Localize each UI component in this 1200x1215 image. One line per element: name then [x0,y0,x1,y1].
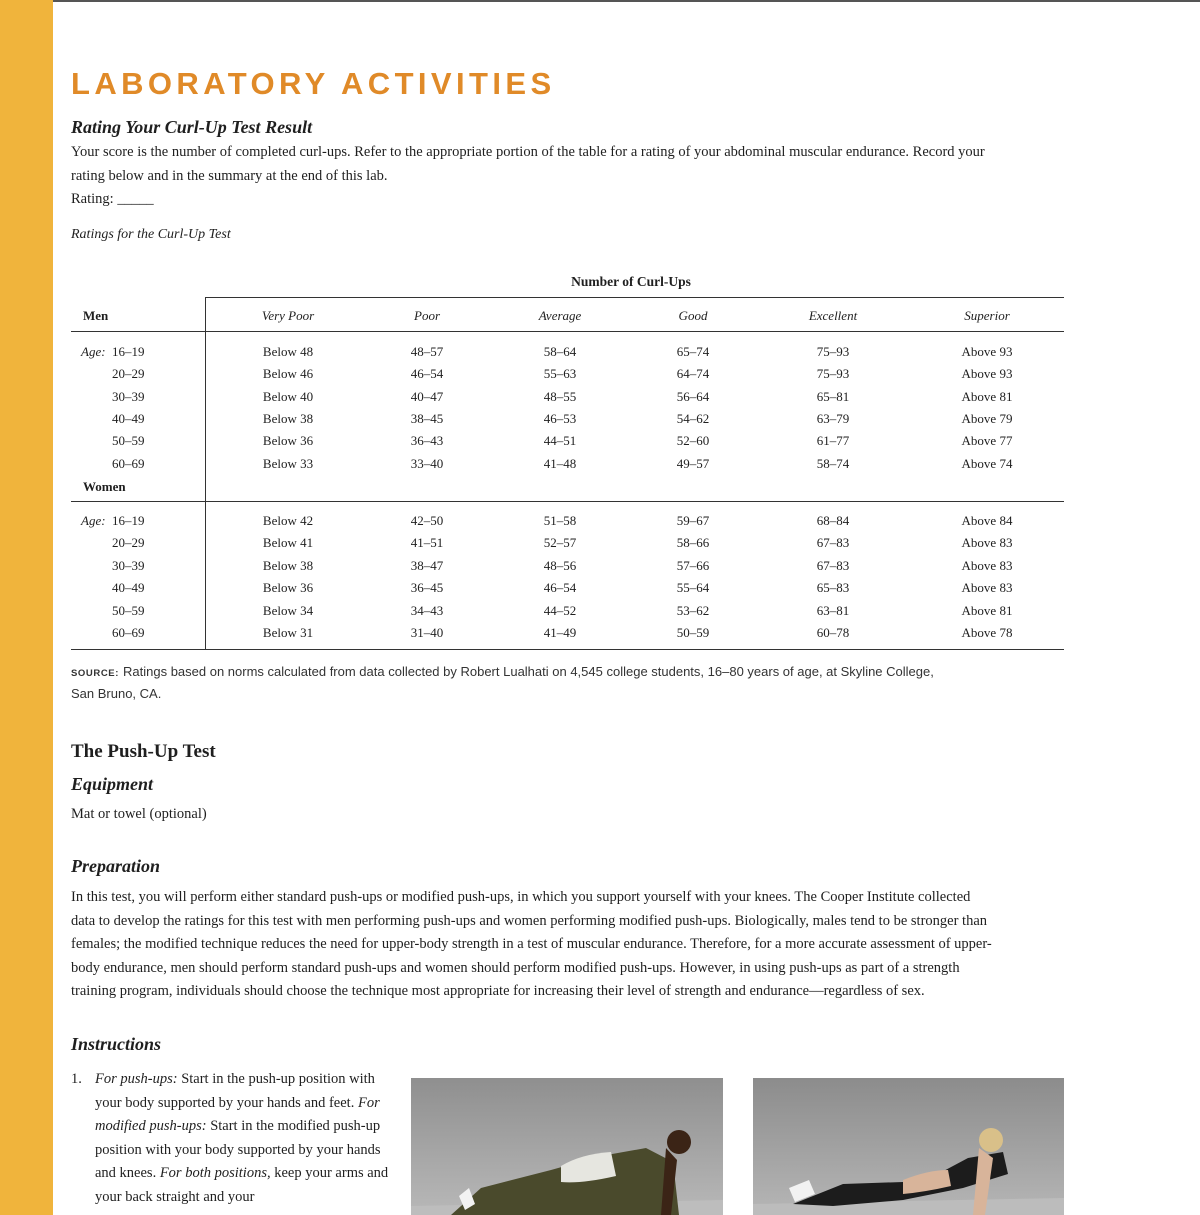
rating-cell: Above 93 [961,366,1013,381]
rating-cell: 56–64 [676,389,710,404]
instruction-step-1 [71,1068,391,1210]
rating-cell: 60–78 [816,625,850,640]
rating-cell: Above 78 [961,625,1013,640]
age-range-cell: 20–29 [112,535,145,550]
header-top-rule [205,297,1064,298]
push-up-photo [411,1078,723,1215]
table-column-divider [205,297,206,649]
rating-cell: 40–47 [410,389,444,404]
rating-cell: 46–54 [410,366,444,381]
rating-cell: 67–83 [816,558,850,573]
source-text-line-1: Ratings based on norms calculated from data collected by Robert Lualhati on 4,545 college students, 16–80 years of age, at Skyline College, [123,664,934,679]
source-label: SOURCE: [71,668,120,679]
rating-cell: Below 36 [262,580,314,595]
rating-cell: Below 31 [262,625,314,640]
rating-cell: 38–45 [410,411,444,426]
rating-cell: 64–74 [676,366,710,381]
rating-cell: 36–43 [410,433,444,448]
curl-up-ratings-table [71,270,1071,660]
rating-cell: 55–63 [543,366,577,381]
page-title: LABORATORY ACTIVITIES [71,66,556,101]
rating-cell: Below 41 [262,535,314,550]
men-section-label: Men [83,308,109,323]
rating-cell: 59–67 [676,513,710,528]
age-range-cell: 50–59 [112,433,145,448]
rating-cell: Below 42 [262,513,314,528]
preparation-paragraph [71,886,1071,1004]
age-prefix: Age: [81,344,106,359]
rating-cell: 63–79 [816,411,850,426]
rating-cell: 52–57 [543,535,577,550]
rating-cell: 58–66 [676,535,710,550]
step-text [71,1068,391,1210]
rating-cell: 48–55 [543,389,577,404]
column-header: Good [678,308,708,323]
equipment-text: Mat or towel (optional) [71,806,207,822]
rating-cell: 38–47 [410,558,444,573]
rating-cell: Below 33 [262,456,314,471]
rating-cell: 61–77 [816,433,850,448]
curl-up-intro-line-1: Your score is the number of completed curl-ups. Refer to the appropriate portion of the table for a rating of your abdominal muscular endurance. Record your [71,144,985,160]
rating-cell: Above 77 [961,433,1013,448]
step-lead: For modified push-ups: [95,1094,380,1135]
rating-cell: 48–57 [410,344,444,359]
preparation-line: training program, individuals should choose the technique most appropriate for increasing their level of strength and endurance—regardless of sex. [71,983,925,999]
rating-cell: 57–66 [676,558,710,573]
rating-cell: 58–74 [816,456,850,471]
curl-up-heading: Rating Your Curl-Up Test Result [71,117,313,137]
push-up-heading: The Push-Up Test [71,741,216,762]
instructions-heading: Instructions [71,1034,162,1054]
age-range-cell: 60–69 [112,456,145,471]
rating-cell: Below 40 [262,389,314,404]
age-range-cell: 40–49 [112,411,145,426]
rating-cell: Above 84 [961,513,1013,528]
age-range-cell: 30–39 [112,558,145,573]
rating-field: Rating: _____ [71,191,154,207]
age-prefix: Age: [81,513,106,528]
rating-cell: 41–48 [543,456,577,471]
rating-cell: 63–81 [816,603,850,618]
rating-cell: 67–83 [816,535,850,550]
step-text-part: Start in the modified push-up position with your body supported by your hands and knees. [95,1118,381,1182]
preparation-line: females; the modified technique reduces the need for upper-body strength in a test of muscular endurance. Therefore, for a more accurate assessment of upper- [71,936,992,952]
rating-cell: Below 34 [262,603,314,618]
preparation-line: body endurance, men should perform standard push-ups and women should perform modified push-ups. However, in using push-ups as part of a strength [71,959,960,976]
rating-cell: 65–81 [816,389,850,404]
step-text-part: Start in the push-up position with your body supported by your hands and feet. [95,1071,375,1111]
rating-cell: 75–93 [816,366,850,381]
preparation-heading: Preparation [71,856,161,876]
rating-cell: 68–84 [816,513,850,528]
rating-cell: 49–57 [676,456,710,471]
rating-cell: Above 83 [961,558,1013,573]
age-range-cell: 50–59 [112,603,145,618]
age-range-cell: 40–49 [112,580,145,595]
rating-cell: 50–59 [676,625,710,640]
rating-cell: Above 79 [961,411,1013,426]
column-header: Poor [414,308,440,323]
age-range-cell: 16–19 [112,344,145,359]
side-accent-bar [0,0,53,1215]
table-caption: Ratings for the Curl-Up Test [71,227,231,242]
rating-cell: 31–40 [410,625,444,640]
rating-cell: 54–62 [676,411,710,426]
age-range-cell: 60–69 [112,625,145,640]
rating-cell: 75–93 [816,344,850,359]
modified-push-up-photo [753,1078,1064,1215]
rating-cell: 65–74 [676,344,710,359]
step-lead: For both positions, [159,1165,271,1182]
rating-cell: 58–64 [543,344,577,359]
step-lead: For push-ups: [95,1071,178,1087]
top-rule [0,0,1200,2]
rating-cell: 65–83 [816,580,850,595]
rating-cell: Above 74 [961,456,1013,471]
rating-cell: 53–62 [676,603,710,618]
table-super-header: Number of Curl-Ups [571,274,691,289]
rating-cell: 46–54 [543,580,577,595]
rating-cell: 44–52 [543,603,577,618]
rating-cell: 36–45 [410,580,444,595]
rating-cell: 41–51 [410,535,444,550]
rating-cell: 33–40 [410,456,444,471]
curl-up-intro-line-2: rating below and in the summary at the end of this lab. [71,167,388,184]
column-header: Superior [964,308,1010,323]
age-range-cell: 16–19 [112,513,145,528]
table-source-note [71,662,1051,704]
rating-cell: Below 38 [262,558,314,573]
preparation-line: In this test, you will perform either standard push-ups or modified push-ups, in which you support yourself with your knees. The Cooper Institute collected [71,889,971,905]
rating-cell: Below 48 [262,344,314,359]
table-bottom-rule [71,649,1064,650]
rating-cell: Below 38 [262,411,314,426]
column-header: Very Poor [261,308,315,323]
women-section-label: Women [83,479,126,494]
rating-cell: Above 93 [961,344,1013,359]
column-header: Excellent [808,308,858,323]
rating-cell: 44–51 [543,433,577,448]
step-number: 1. [71,1071,82,1087]
rating-cell: 42–50 [410,513,444,528]
rating-cell: Above 83 [961,580,1013,595]
rating-cell: Above 81 [961,603,1013,618]
rating-cell: 41–49 [543,625,577,640]
rating-cell: 48–56 [543,558,577,573]
curl-up-intro [71,141,1071,212]
rating-cell: 55–64 [676,580,710,595]
rating-cell: Above 81 [961,389,1013,404]
rating-cell: 46–53 [543,411,577,426]
rating-cell: 52–60 [676,433,710,448]
rating-cell: Below 36 [262,433,314,448]
rating-cell: 51–58 [543,513,577,528]
age-range-cell: 20–29 [112,366,145,381]
age-range-cell: 30–39 [112,389,145,404]
women-section-rule [71,501,1064,502]
source-text-line-2: San Bruno, CA. [71,686,162,701]
header-bottom-rule [71,331,1064,332]
preparation-line: data to develop the ratings for this test with men performing push-ups and women performing modified push-ups. Biologically, males tend to be stronger than [71,912,987,929]
column-header: Average [538,308,582,323]
rating-cell: Above 83 [961,535,1013,550]
rating-cell: 34–43 [410,603,444,618]
rating-cell: Below 46 [262,366,314,381]
equipment-heading: Equipment [71,774,154,794]
step-text-part: keep your arms and your back straight and your [95,1165,389,1205]
